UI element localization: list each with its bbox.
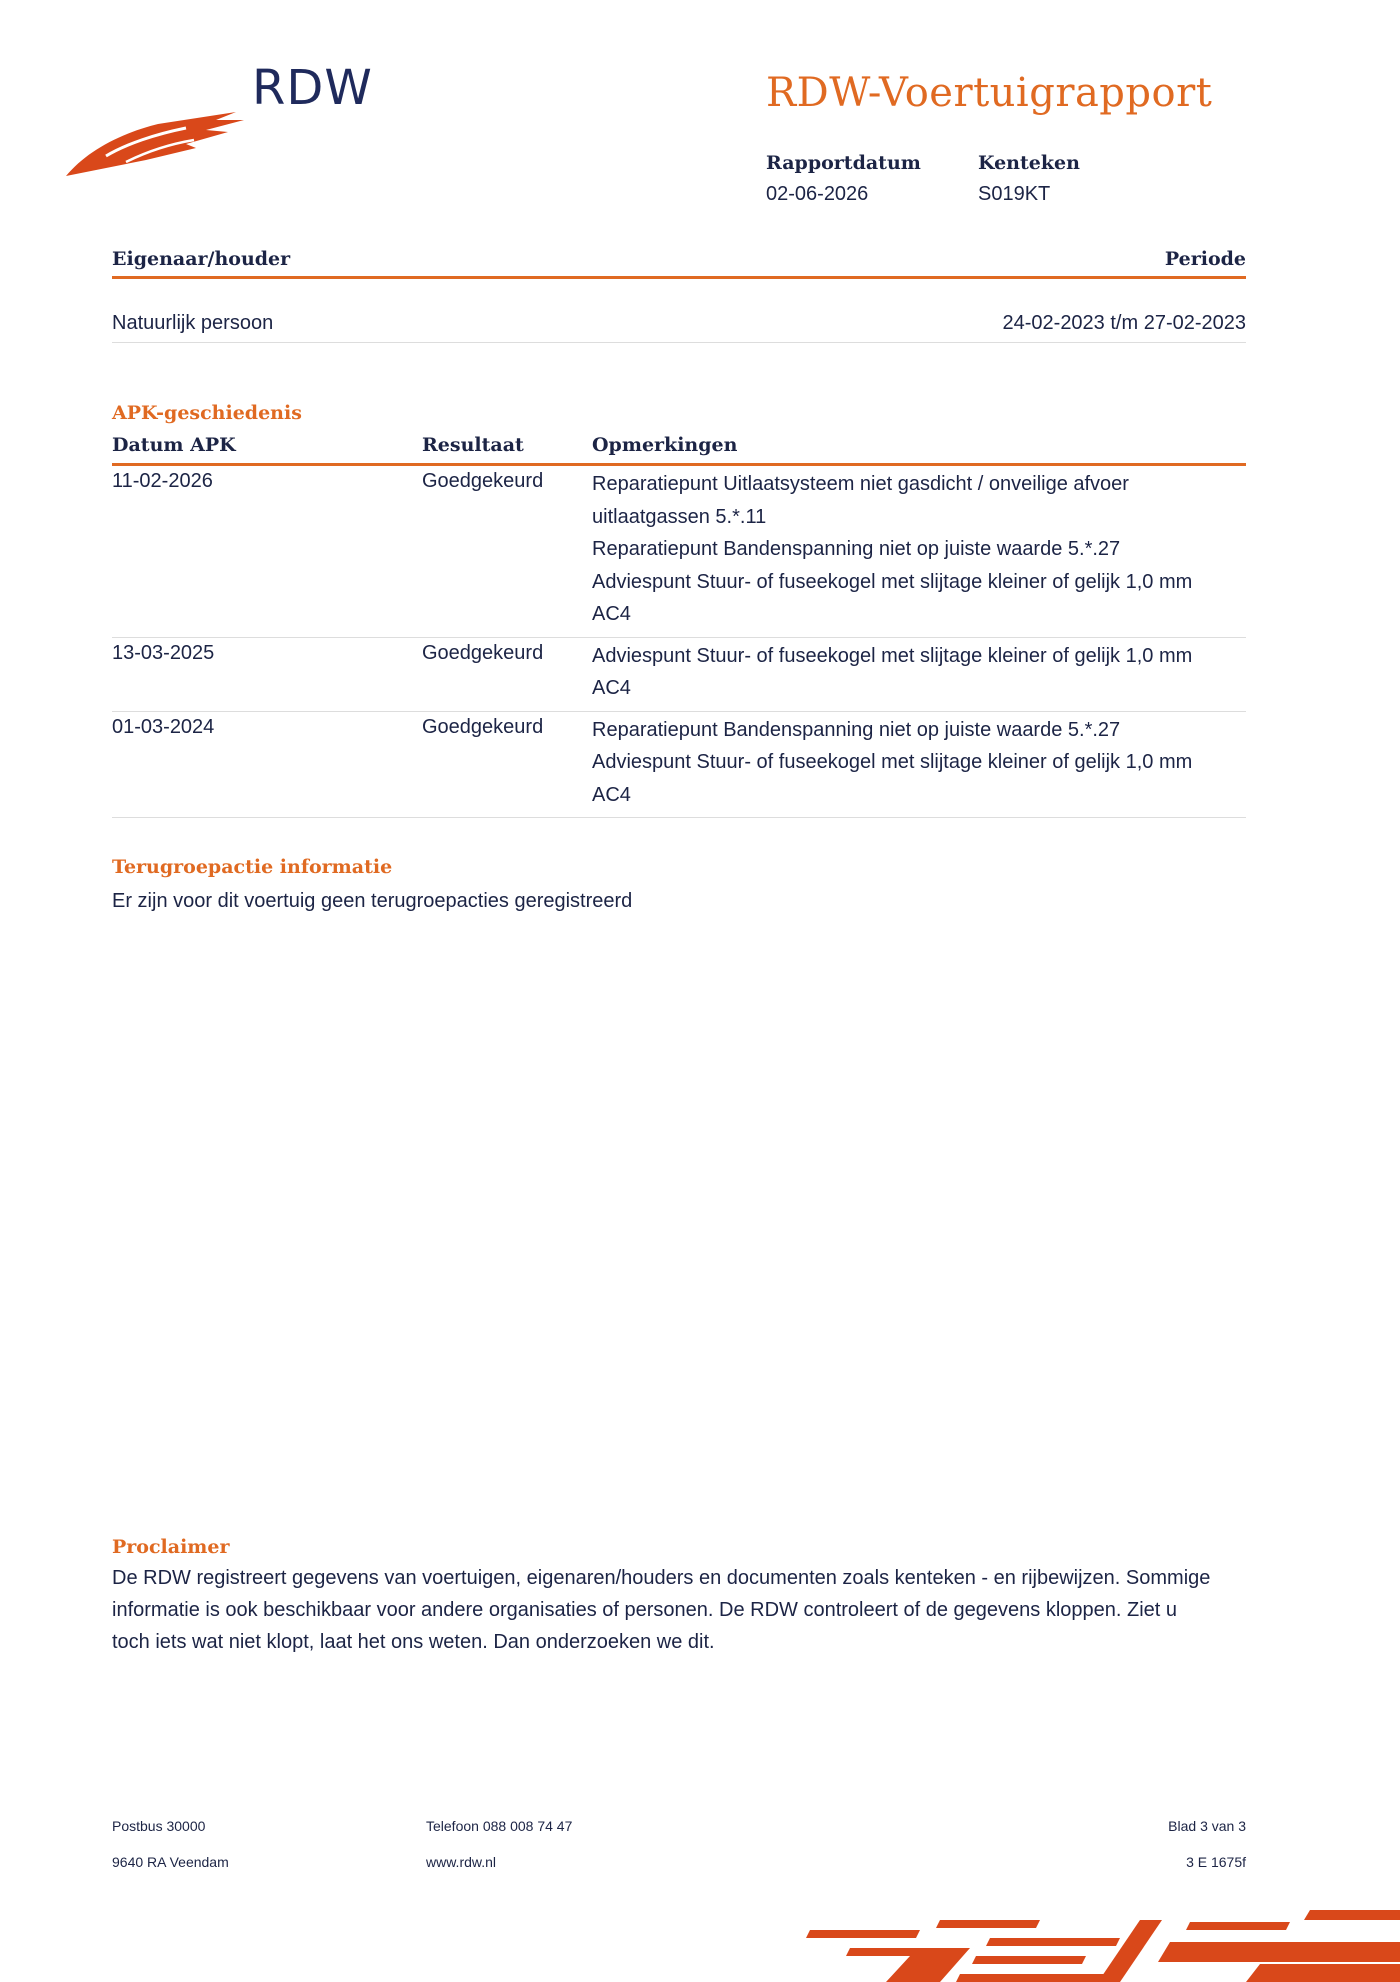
table-row <box>112 638 1246 712</box>
proclaimer-text: De RDW registreert gegevens van voertuigen, eigenaren/houders en documenten zoals kenteken - en rijbewijzen. Sommige informatie is ook beschikbaar voor andere organisaties of personen. De RDW controleert of de gegevens kloppen. Ziet u toch iets wat niet klopt, laat het ons weten. Dan onderzoeken we dit. <box>112 1567 1211 1653</box>
remark-item: Adviespunt Stuur- of fuseekogel met slijtage kleiner of gelijk 1,0 mm AC4 <box>592 751 1193 806</box>
owner-divider <box>112 276 1246 279</box>
apk-result: Goedgekeurd <box>422 641 544 664</box>
column-header-result: Resultaat <box>422 434 524 456</box>
plate-value: S019KT <box>978 183 1051 205</box>
period-label: Periode <box>1164 248 1246 270</box>
owner-label: Eigenaar/houder <box>112 248 291 270</box>
column-header-date: Datum APK <box>112 434 236 456</box>
plate-label: Kenteken <box>978 152 1080 174</box>
column-header-remarks: Opmerkingen <box>592 434 738 456</box>
recall-text: Er zijn voor dit voertuig geen terugroepacties geregistreerd <box>112 890 633 912</box>
remark-item: Reparatiepunt Bandenspanning niet op juiste waarde 5.*.27 <box>592 718 1121 741</box>
apk-result: Goedgekeurd <box>422 470 544 492</box>
period-value: 24-02-2023 t/m 27-02-2023 <box>1002 312 1246 334</box>
report-date-label: Rapportdatum <box>766 152 921 174</box>
logo-text: RDW <box>252 60 373 116</box>
report-date-value: 02-06-2026 <box>766 183 869 205</box>
rdw-logo <box>66 60 386 180</box>
apk-remarks <box>592 468 1212 631</box>
remark-item: Reparatiepunt Bandenspanning niet op juiste waarde 5.*.27 <box>592 538 1121 560</box>
apk-date: 11-02-2026 <box>112 470 213 492</box>
recall-section-title: Terugroepactie informatie <box>112 856 393 878</box>
rdw-wing-icon <box>66 90 246 176</box>
report-title: RDW-Voertuigrapport <box>766 70 1213 116</box>
footer-website[interactable]: www.rdw.nl <box>426 1854 497 1870</box>
apk-remarks <box>592 640 1212 705</box>
remark-item: Adviespunt Stuur- of fuseekogel met slijtage kleiner of gelijk 1,0 mm AC4 <box>592 644 1193 699</box>
proclaimer-title: Proclaimer <box>112 1536 230 1558</box>
apk-date: 01-03-2024 <box>112 715 215 738</box>
apk-remarks <box>592 714 1212 812</box>
table-row <box>112 466 1246 638</box>
apk-table <box>112 432 1246 818</box>
decorative-stripes-graphic <box>790 1902 1400 1982</box>
footer-address-line2: 9640 RA Veendam <box>112 1854 229 1870</box>
owner-bottom-divider <box>112 342 1246 343</box>
footer-page-number: Blad 3 van 3 <box>1168 1818 1246 1834</box>
footer-address-line1: Postbus 30000 <box>112 1818 206 1834</box>
apk-result: Goedgekeurd <box>422 715 544 738</box>
remark-item: Adviespunt Stuur- of fuseekogel met slijtage kleiner of gelijk 1,0 mm AC4 <box>592 570 1193 625</box>
apk-table-header <box>112 432 1246 466</box>
footer-phone: Telefoon 088 008 74 47 <box>426 1818 573 1834</box>
remark-item: Reparatiepunt Uitlaatsysteem niet gasdicht / onveilige afvoer uitlaatgassen 5.*.11 <box>592 473 1129 528</box>
table-row <box>112 712 1246 819</box>
apk-date: 13-03-2025 <box>112 641 215 664</box>
footer-document-code: 3 E 1675f <box>1186 1854 1246 1870</box>
apk-section-title: APK-geschiedenis <box>112 402 302 424</box>
owner-value: Natuurlijk persoon <box>112 312 274 334</box>
